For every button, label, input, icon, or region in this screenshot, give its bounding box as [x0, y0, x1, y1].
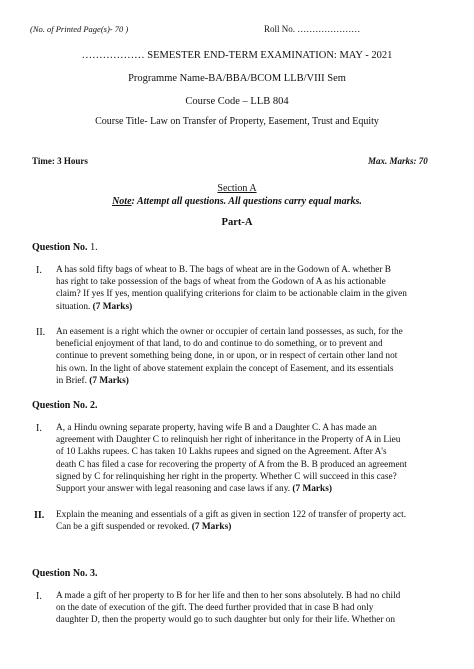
item-last-line: Can be a gift suspended or revoked. [56, 522, 190, 533]
item-marks: (7 Marks) [90, 301, 133, 312]
question-heading [32, 400, 98, 411]
item-line: of 10 Lakhs rupees. C has taken 10 Lakhs rupees and signed on the Agreement. After A's [56, 447, 387, 458]
question-item [56, 509, 406, 533]
item-numeral: II. [34, 510, 45, 521]
item-line: A made a gift of her property to B for her life and then to her sons absolutely. B had no child [56, 591, 401, 601]
item-numeral: I. [36, 591, 42, 602]
course-title: Course Title- Law on Transfer of Property, Easement, Trust and Equity [95, 116, 379, 127]
question-item [56, 590, 400, 627]
item-line: An easement is a right which the owner or occupier of certain land possesses, as such, for the [56, 327, 403, 337]
course-code: Course Code – LLB 804 [185, 96, 289, 107]
item-last-line: situation. [56, 301, 91, 312]
programme-name: Programme Name-BA/BBA/BCOM LLB/VIII Sem [128, 73, 346, 84]
item-line: continue to prevent something being done, in or upon, or in respect of certain other land not [56, 351, 398, 362]
item-line: has right to take possession of the bags of wheat from the Godown of A as his actionable [56, 277, 386, 288]
item-last-line: in Brief. [56, 375, 87, 386]
question-item [56, 422, 407, 495]
item-line: death C has filed a case for recovering the property of A from the B. B produced an agreement [56, 459, 407, 470]
question-label: Question No. 3. [32, 568, 98, 579]
question-heading [32, 568, 98, 579]
item-numeral: I. [36, 265, 42, 276]
item-line: beneficial enjoyment of that land, to do and continue to do something, or to prevent and [56, 339, 383, 350]
roll-number-field: Roll No. ………………… [264, 24, 361, 34]
exam-time: Time: 3 Hours [32, 156, 88, 166]
part-heading: Part-A [221, 217, 253, 228]
item-line: agreement with Daughter C to relinquish her right of inheritance in the Property of A in Lieu [56, 435, 401, 446]
max-marks: Max. Marks: 70 [368, 156, 428, 166]
item-marks: (7 Marks) [290, 484, 332, 495]
note-label: Note [112, 196, 132, 207]
item-line: his own. In the light of above statement explain the concept of Easement, and its essentials [56, 363, 394, 374]
section-note [0, 196, 474, 207]
item-marks: (7 Marks) [86, 375, 129, 386]
question-label: Question No. [32, 242, 88, 253]
item-line: on the date of execution of the gift. The deed further provided that in case B had only [56, 603, 374, 614]
item-last-line: Support your answer with legal reasoning and case laws if any. [56, 484, 291, 495]
exam-title: ……………… SEMESTER END-TERM EXAMINATION: MAY - 2021 [81, 50, 393, 61]
question-number: 1. [87, 242, 98, 253]
item-marks: (7 Marks) [189, 522, 232, 533]
question-heading [32, 242, 98, 253]
item-line: Explain the meaning and essentials of a gift as given in section 122 of transfer of property act. [56, 510, 407, 520]
item-line: signed by C for relinquishing her right in the property. Whether C will succeed in this case? [56, 471, 397, 482]
question-item [56, 326, 403, 387]
item-numeral: I. [36, 423, 42, 434]
item-line: A has sold fifty bags of wheat to B. The bags of wheat are in the Godown of A. whether B [56, 265, 391, 275]
note-text: : Attempt all questions. All questions carry equal marks. [131, 196, 362, 207]
item-line: claim? If yes If yes, mention qualifying criterions for claim to be actionable claim in the given [56, 289, 407, 300]
question-item [56, 264, 407, 313]
section-heading: Section A [217, 183, 257, 194]
question-label: Question No. 2. [32, 400, 98, 411]
item-numeral: II. [36, 327, 46, 338]
item-line: A, a Hindu owning separate property, having wife B and a Daughter C. A has made an [56, 423, 377, 433]
item-line: daughter D, then the property would go to such daughter but only for their life. Whether on [56, 615, 396, 626]
printed-pages-note: (No. of Printed Page(s)- 70 ) [30, 24, 129, 34]
